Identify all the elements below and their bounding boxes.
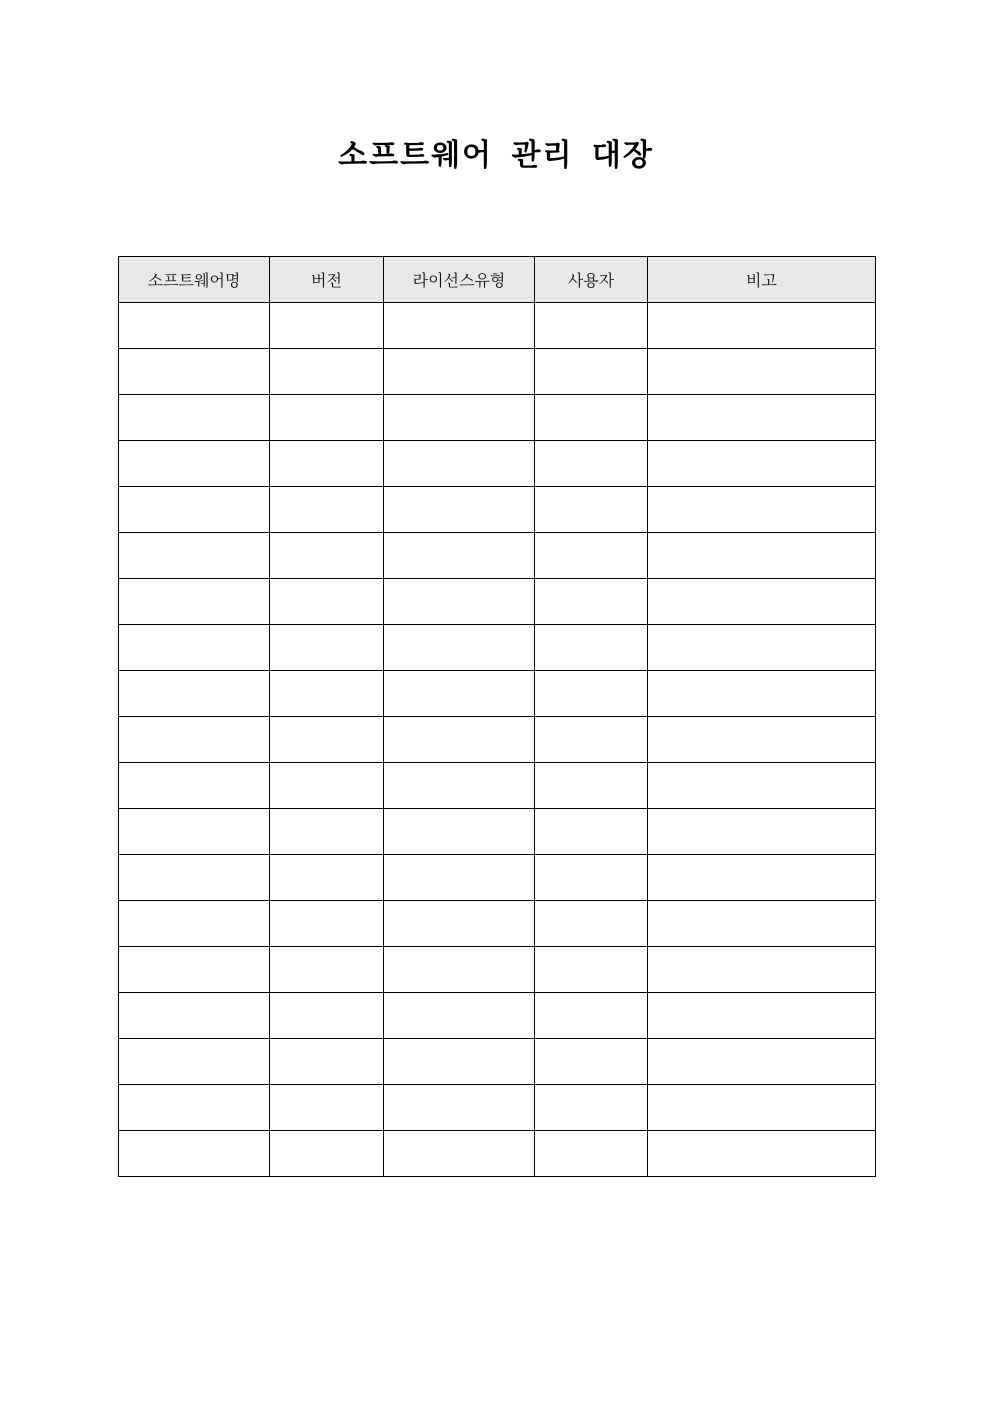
- cell-license-type[interactable]: [384, 717, 535, 763]
- cell-user[interactable]: [535, 303, 648, 349]
- cell-user[interactable]: [535, 395, 648, 441]
- cell-license-type[interactable]: [384, 763, 535, 809]
- cell-license-type[interactable]: [384, 809, 535, 855]
- header-user: 사용자: [535, 257, 648, 303]
- cell-license-type[interactable]: [384, 901, 535, 947]
- header-row: [119, 257, 876, 303]
- header-remarks: 비고: [648, 257, 876, 303]
- cell-remarks[interactable]: [648, 717, 876, 763]
- cell-remarks[interactable]: [648, 1131, 876, 1177]
- table-row: [119, 763, 876, 809]
- cell-remarks[interactable]: [648, 1039, 876, 1085]
- table-row: [119, 717, 876, 763]
- cell-version[interactable]: [270, 809, 384, 855]
- table-row: [119, 441, 876, 487]
- table-row: [119, 303, 876, 349]
- cell-software-name[interactable]: [119, 901, 270, 947]
- cell-remarks[interactable]: [648, 809, 876, 855]
- cell-remarks[interactable]: [648, 625, 876, 671]
- table-row: [119, 579, 876, 625]
- cell-user[interactable]: [535, 763, 648, 809]
- cell-license-type[interactable]: [384, 579, 535, 625]
- table-row: [119, 487, 876, 533]
- cell-software-name[interactable]: [119, 395, 270, 441]
- cell-license-type[interactable]: [384, 1039, 535, 1085]
- table-row: [119, 809, 876, 855]
- cell-user[interactable]: [535, 487, 648, 533]
- cell-user[interactable]: [535, 1039, 648, 1085]
- cell-software-name[interactable]: [119, 717, 270, 763]
- cell-user[interactable]: [535, 349, 648, 395]
- cell-license-type[interactable]: [384, 533, 535, 579]
- cell-remarks[interactable]: [648, 303, 876, 349]
- table-row: [119, 533, 876, 579]
- cell-remarks[interactable]: [648, 1085, 876, 1131]
- cell-user[interactable]: [535, 1085, 648, 1131]
- cell-license-type[interactable]: [384, 947, 535, 993]
- table-row: [119, 1085, 876, 1131]
- header-software-name: 소프트웨어명: [119, 257, 270, 303]
- cell-user[interactable]: [535, 993, 648, 1039]
- cell-user[interactable]: [535, 901, 648, 947]
- cell-remarks[interactable]: [648, 947, 876, 993]
- header-license-type: 라이선스유형: [384, 257, 535, 303]
- cell-remarks[interactable]: [648, 533, 876, 579]
- cell-license-type[interactable]: [384, 303, 535, 349]
- cell-remarks[interactable]: [648, 579, 876, 625]
- cell-software-name[interactable]: [119, 1131, 270, 1177]
- cell-user[interactable]: [535, 625, 648, 671]
- cell-license-type[interactable]: [384, 1085, 535, 1131]
- cell-version[interactable]: [270, 395, 384, 441]
- cell-software-name[interactable]: [119, 303, 270, 349]
- table-row: [119, 671, 876, 717]
- cell-software-name[interactable]: [119, 1039, 270, 1085]
- cell-license-type[interactable]: [384, 487, 535, 533]
- cell-software-name[interactable]: [119, 993, 270, 1039]
- cell-license-type[interactable]: [384, 625, 535, 671]
- software-ledger-table: [118, 256, 876, 1177]
- table-row: [119, 349, 876, 395]
- table-row: [119, 1131, 876, 1177]
- cell-license-type[interactable]: [384, 1131, 535, 1177]
- table-body: [119, 303, 876, 1177]
- cell-version[interactable]: [270, 1039, 384, 1085]
- cell-remarks[interactable]: [648, 855, 876, 901]
- cell-version[interactable]: [270, 717, 384, 763]
- table-row: [119, 395, 876, 441]
- cell-software-name[interactable]: [119, 579, 270, 625]
- cell-version[interactable]: [270, 579, 384, 625]
- cell-remarks[interactable]: [648, 395, 876, 441]
- cell-remarks[interactable]: [648, 441, 876, 487]
- cell-software-name[interactable]: [119, 625, 270, 671]
- cell-software-name[interactable]: [119, 349, 270, 395]
- cell-software-name[interactable]: [119, 1085, 270, 1131]
- cell-license-type[interactable]: [384, 349, 535, 395]
- cell-version[interactable]: [270, 1085, 384, 1131]
- cell-remarks[interactable]: [648, 349, 876, 395]
- cell-version[interactable]: [270, 533, 384, 579]
- cell-remarks[interactable]: [648, 901, 876, 947]
- cell-user[interactable]: [535, 855, 648, 901]
- cell-software-name[interactable]: [119, 441, 270, 487]
- cell-remarks[interactable]: [648, 487, 876, 533]
- cell-user[interactable]: [535, 533, 648, 579]
- cell-user[interactable]: [535, 671, 648, 717]
- table-row: [119, 947, 876, 993]
- cell-version[interactable]: [270, 763, 384, 809]
- cell-remarks[interactable]: [648, 993, 876, 1039]
- table-row: [119, 625, 876, 671]
- table-row: [119, 855, 876, 901]
- cell-user[interactable]: [535, 947, 648, 993]
- cell-software-name[interactable]: [119, 855, 270, 901]
- cell-version[interactable]: [270, 993, 384, 1039]
- cell-version[interactable]: [270, 671, 384, 717]
- cell-user[interactable]: [535, 809, 648, 855]
- cell-version[interactable]: [270, 441, 384, 487]
- cell-version[interactable]: [270, 855, 384, 901]
- table-row: [119, 901, 876, 947]
- cell-license-type[interactable]: [384, 441, 535, 487]
- cell-user[interactable]: [535, 441, 648, 487]
- cell-software-name[interactable]: [119, 947, 270, 993]
- cell-user[interactable]: [535, 717, 648, 763]
- cell-license-type[interactable]: [384, 671, 535, 717]
- cell-version[interactable]: [270, 303, 384, 349]
- cell-version[interactable]: [270, 1131, 384, 1177]
- cell-license-type[interactable]: [384, 855, 535, 901]
- cell-user[interactable]: [535, 1131, 648, 1177]
- cell-license-type[interactable]: [384, 993, 535, 1039]
- cell-version[interactable]: [270, 625, 384, 671]
- cell-version[interactable]: [270, 349, 384, 395]
- cell-license-type[interactable]: [384, 395, 535, 441]
- cell-version[interactable]: [270, 947, 384, 993]
- table-row: [119, 1039, 876, 1085]
- cell-user[interactable]: [535, 579, 648, 625]
- page-title: 소프트웨어 관리 대장: [338, 138, 654, 173]
- cell-software-name[interactable]: [119, 809, 270, 855]
- cell-software-name[interactable]: [119, 487, 270, 533]
- cell-software-name[interactable]: [119, 533, 270, 579]
- cell-version[interactable]: [270, 487, 384, 533]
- cell-remarks[interactable]: [648, 763, 876, 809]
- header-version: 버전: [270, 257, 384, 303]
- table-row: [119, 993, 876, 1039]
- cell-software-name[interactable]: [119, 671, 270, 717]
- cell-version[interactable]: [270, 901, 384, 947]
- cell-software-name[interactable]: [119, 763, 270, 809]
- cell-remarks[interactable]: [648, 671, 876, 717]
